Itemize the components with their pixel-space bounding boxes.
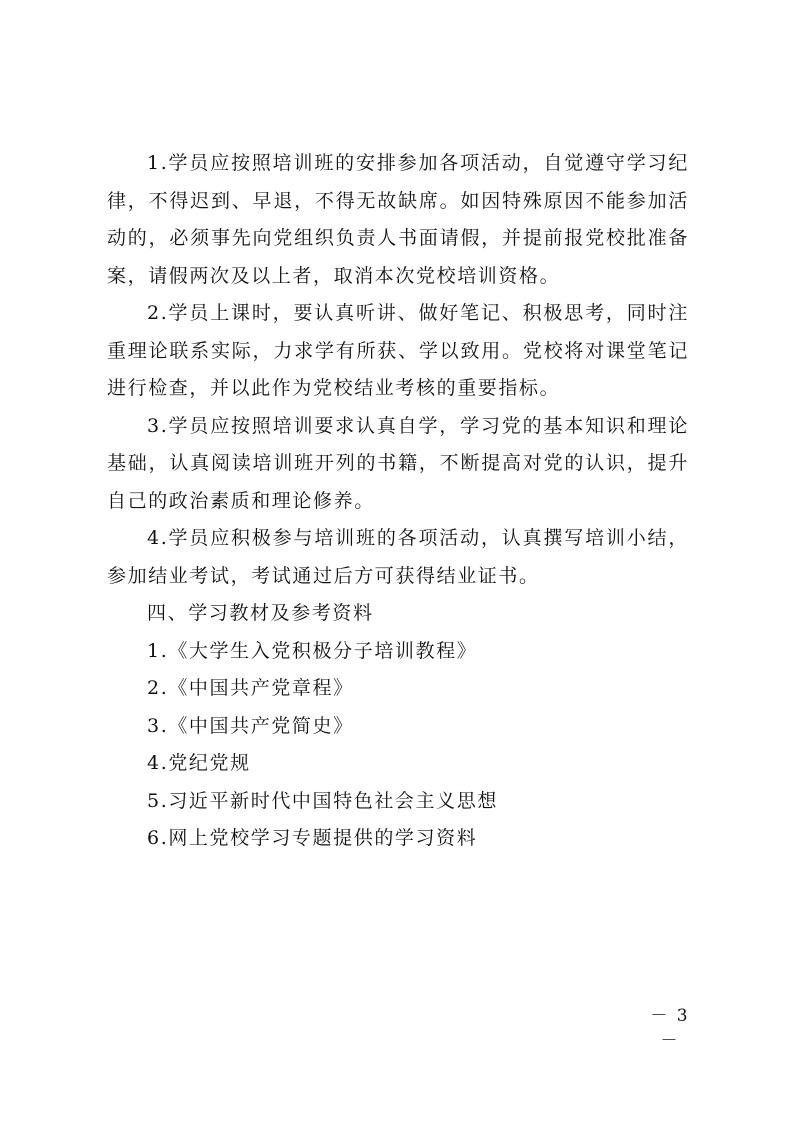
page-number: － 3 － [650, 1006, 690, 1051]
section-heading: 四、学习教材及参考资料 [147, 602, 374, 624]
rule-paragraph-3: 3.学员应按照培训要求认真自学，学习党的基本知识和理论基础，认真阅读培训班开列的书籍，不断提高对党的认识，提升自己的政治素质和理论修养。 [107, 414, 689, 512]
material-item-4: 4.党纪党规 [147, 752, 251, 774]
material-item-1: 1.《大学生入党积极分子培训教程》 [147, 639, 478, 662]
material-item-3: 3.《中国共产党简史》 [147, 714, 354, 737]
material-item-6: 6.网上党校学习专题提供的学习资料 [147, 827, 478, 849]
rule-paragraph-2: 2.学员上课时，要认真听讲、做好笔记、积极思考，同时注重理论联系实际，力求学有所获、学以致用。党校将对课堂笔记进行检查，并以此作为党校结业考核的重要指标。 [107, 302, 689, 399]
material-item-2: 2.《中国共产党章程》 [147, 677, 354, 699]
rule-paragraph-1: 1.学员应按照培训班的安排参加各项活动，自觉遵守学习纪律，不得迟到、早退，不得无故缺席。如因特殊原因不能参加活动的，必须事先向党组织负责人书面请假，并提前报党校批准备案，请假两次及以上者，取消本次党校培训资格。 [107, 152, 689, 287]
document-body [107, 145, 689, 858]
rule-paragraph-4: 4.学员应积极参与培训班的各项活动，认真撰写培训小结，参加结业考试，考试通过后方可获得结业证书。 [107, 527, 689, 587]
material-item-5: 5.习近平新时代中国特色社会主义思想 [147, 789, 498, 812]
